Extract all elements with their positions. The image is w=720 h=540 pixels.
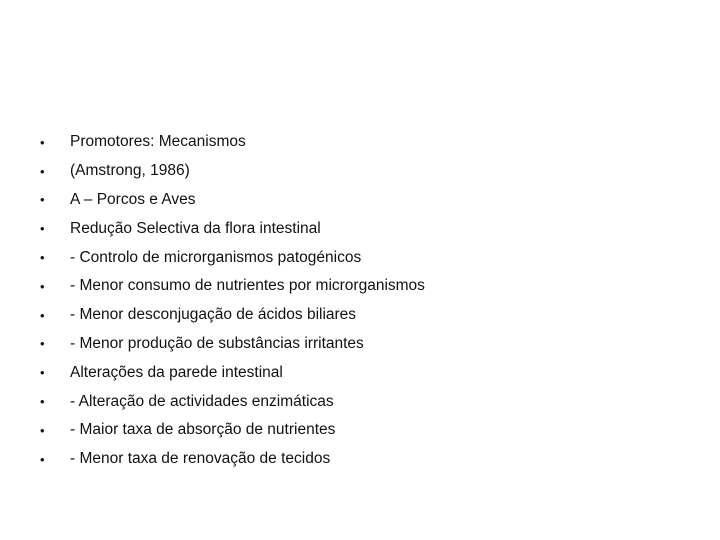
list-item-text: (Amstrong, 1986) [70, 162, 190, 180]
list-item [40, 214, 425, 243]
list-item [40, 387, 425, 416]
list-item-text: - Menor produção de substâncias irritantes [70, 334, 364, 352]
list-item-text: - Menor taxa de renovação de tecidos [70, 450, 331, 468]
list-item-text: - Maior taxa de absorção de nutrientes [70, 421, 336, 439]
list-item-text: - Controlo de microrganismos patogénicos [70, 248, 362, 266]
bullet-icon: • [40, 307, 45, 323]
bullet-icon: • [40, 394, 45, 410]
list-item-text: A – Porcos e Aves [70, 190, 196, 208]
bullet-icon: • [40, 451, 45, 467]
list-item-text: - Menor desconjugação de ácidos biliares [70, 306, 357, 324]
list-item [40, 416, 425, 445]
list-item [40, 301, 425, 330]
list-item-text: Promotores: Mecanismos [70, 133, 246, 151]
bullet-icon: • [40, 134, 45, 150]
list-item [40, 330, 425, 359]
bullet-icon: • [40, 163, 45, 179]
list-item [40, 445, 425, 474]
list-item [40, 128, 425, 157]
list-item-text: Alterações da parede intestinal [70, 363, 283, 381]
list-item [40, 186, 425, 215]
list-item [40, 243, 425, 272]
bullet-icon: • [40, 336, 45, 352]
bullet-icon: • [40, 422, 45, 438]
bullet-list [40, 128, 425, 474]
list-item-text: Redução Selectiva da flora intestinal [70, 219, 321, 237]
list-item [40, 272, 425, 301]
list-item-text: - Alteração de actividades enzimáticas [70, 392, 334, 410]
list-item-text: - Menor consumo de nutrientes por microrganismos [70, 277, 425, 295]
bullet-icon: • [40, 365, 45, 381]
bullet-icon: • [40, 250, 45, 266]
bullet-icon: • [40, 278, 45, 294]
bullet-icon: • [40, 192, 45, 208]
list-item [40, 358, 425, 387]
bullet-icon: • [40, 221, 45, 237]
list-item [40, 157, 425, 186]
